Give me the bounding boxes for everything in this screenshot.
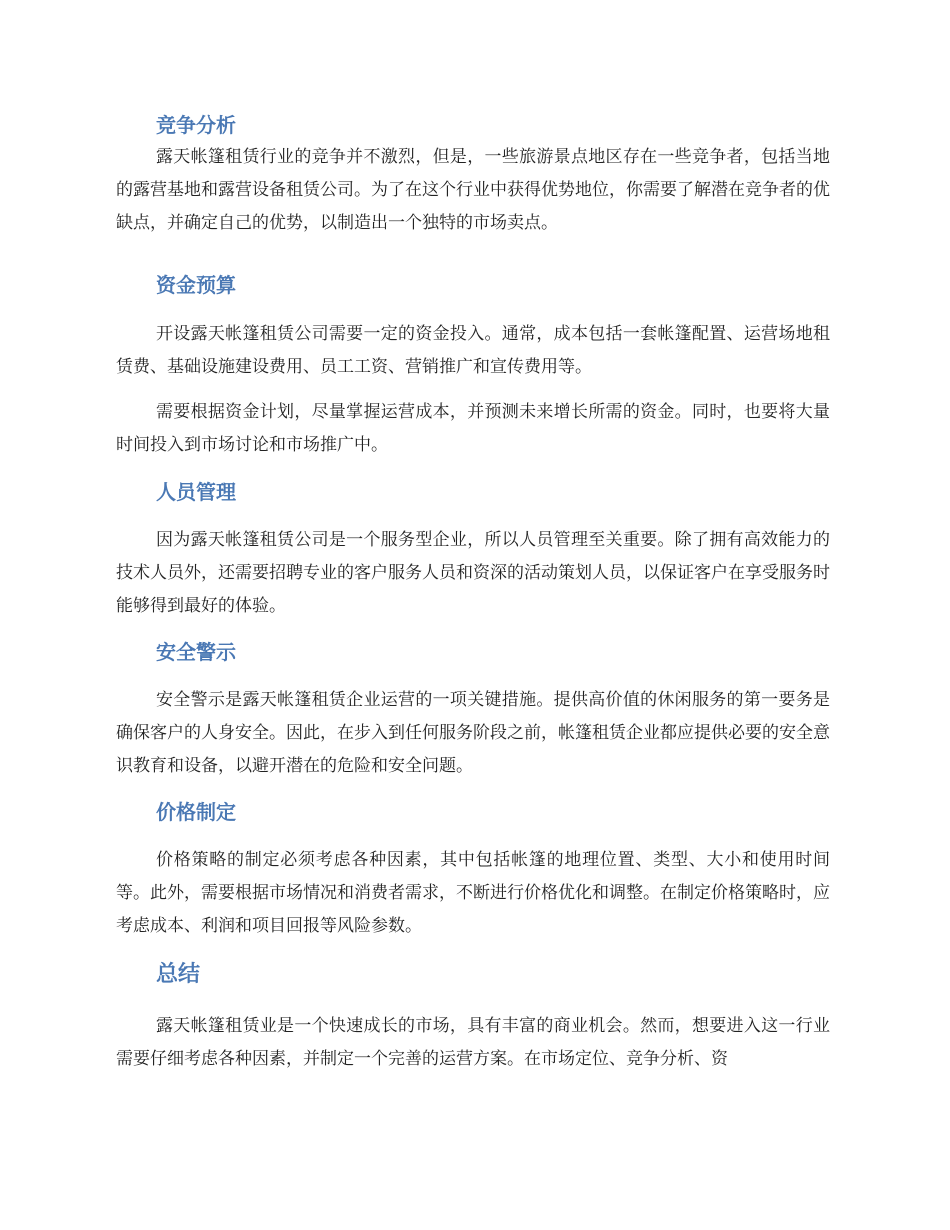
section-heading-competition: 竞争分析	[156, 113, 236, 137]
paragraph-staffing: 因为露天帐篷租赁公司是一个服务型企业，所以人员管理至关重要。除了拥有高效能力的技术人员外，还需要招聘专业的客户服务人员和资深的活动策划人员，以保证客户在享受服务时能够得到最好的体验。	[116, 530, 830, 616]
section-heading-pricing: 价格制定	[156, 800, 236, 824]
paragraph-summary: 露天帐篷租赁业是一个快速成长的市场，具有丰富的商业机会。然而，想要进入这一行业需要仔细考虑各种因素，并制定一个完善的运营方案。在市场定位、竞争分析、资	[116, 1016, 830, 1069]
paragraph-pricing: 价格策略的制定必须考虑各种因素，其中包括帐篷的地理位置、类型、大小和使用时间等。此外，需要根据市场情况和消费者需求，不断进行价格优化和调整。在制定价格策略时，应考虑成本、利润和项目回报等风险参数。	[116, 850, 830, 936]
section-heading-safety: 安全警示	[156, 640, 236, 664]
section-heading-summary: 总结	[156, 962, 201, 987]
paragraph-budget-2: 需要根据资金计划，尽量掌握运营成本，并预测未来增长所需的资金。同时，也要将大量时间投入到市场讨论和市场推广中。	[116, 402, 830, 455]
paragraph-budget-1: 开设露天帐篷租赁公司需要一定的资金投入。通常，成本包括一套帐篷配置、运营场地租赁费、基础设施建设费用、员工工资、营销推广和宣传费用等。	[116, 324, 830, 377]
paragraph-competition: 露天帐篷租赁行业的竞争并不激烈，但是，一些旅游景点地区存在一些竞争者，包括当地的露营基地和露营设备租赁公司。为了在这个行业中获得优势地位，你需要了解潜在竞争者的优缺点，并确定自己的优势，以制造出一个独特的市场卖点。	[116, 147, 830, 233]
section-heading-staffing: 人员管理	[156, 480, 236, 504]
section-heading-budget: 资金预算	[156, 273, 236, 297]
paragraph-safety: 安全警示是露天帐篷租赁企业运营的一项关键措施。提供高价值的休闲服务的第一要务是确保客户的人身安全。因此，在步入到任何服务阶段之前，帐篷租赁企业都应提供必要的安全意识教育和设备，以避开潜在的危险和安全问题。	[116, 690, 830, 776]
